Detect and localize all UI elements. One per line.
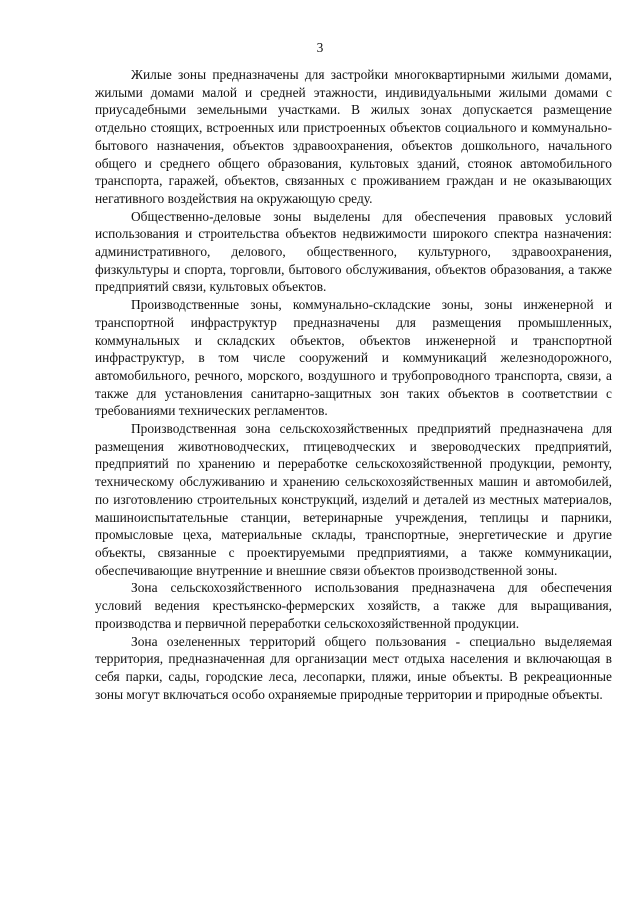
paragraph-public-business-zones: Общественно-деловые зоны выделены для обеспечения правовых условий использования и строительства объектов недвижимости широкого спектра назначения: административного, делового, общественного, культурного, здравоохранения, физкультуры и спорта, торговли, бытового обслуживания, объектов образования, а также предприятий связи, культовых объектов. xyxy=(95,208,612,295)
paragraph-agricultural-enterprises-zone: Производственная зона сельскохозяйственных предприятий предназначена для размещения животноводческих, птицеводческих и звероводческих предприятий, предприятий по хранению и переработке сельскохозяйственной продукции, ремонту, техническому обслуживанию и хранению сельскохозяйственных машин и автомобилей, по изготовлению строительных конструкций, изделий и деталей из местных материалов, машиноиспытательные станции, ветеринарные учреждения, теплицы и парники, промысловые цеха, материальные склады, транспортные, энергетические и другие объекты, связанные с проектируемыми предприятиями, а также коммуникации, обеспечивающие внутренние и внешние связи объектов производственной зоны. xyxy=(95,421,612,578)
paragraph-green-areas-zone: Зона озелененных территорий общего пользования - специально выделяемая территория, предназначенная для организации мест отдыха населения и включающая в себя парки, сады, городские леса, лесопарки, пляжи, иные объекты. В рекреационные зоны могут включаться особо охраняемые природные территории и природные объекты. xyxy=(95,633,612,702)
paragraph-industrial-zones: Производственные зоны, коммунально-складские зоны, зоны инженерной и транспортной инфраструктур предназначены для размещения промышленных, коммунальных и складских объектов, объектов инженерной и транспортной инфраструктур, в том числе сооружений и коммуникаций железнодорожного, автомобильного, речного, морского, воздушного и трубопроводного транспорта, связи, а также для установления санитарно-защитных зон таких объектов в соответствии с требованиями технических регламентов. xyxy=(95,297,612,419)
body-text xyxy=(95,66,612,703)
paragraph-agricultural-use-zone: Зона сельскохозяйственного использования предназначена для обеспечения условий ведения крестьянско-фермерских хозяйств, а также для выращивания, производства и первичной переработки сельскохозяйственной продукции. xyxy=(95,580,612,631)
page-number: 3 xyxy=(316,40,324,55)
paragraph-residential-zones: Жилые зоны предназначены для застройки многоквартирными жилыми домами, жилыми домами малой и средней этажности, индивидуальными жилыми домами с приусадебными земельными участками. В жилых зонах допускается размещение отдельно стоящих, встроенных или пристроенных объектов социального и коммунально-бытового назначения, объектов здравоохранения, объектов дошкольного, начального общего и среднего общего образования, культовых зданий, стоянок автомобильного транспорта, гаражей, объектов, связанных с проживанием граждан и не оказывающих негативного воздействия на окружающую среду. xyxy=(95,67,612,206)
